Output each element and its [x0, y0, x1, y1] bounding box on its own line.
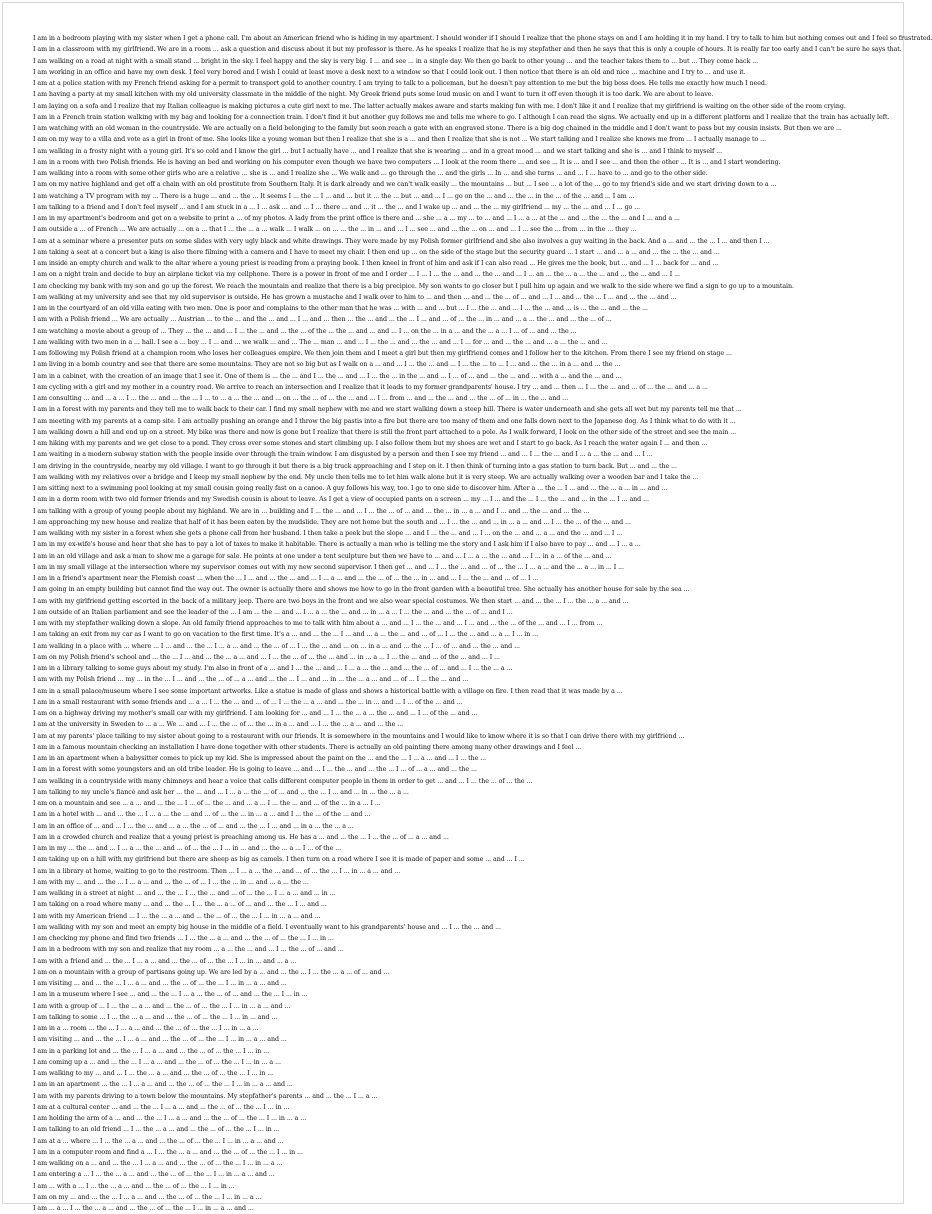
log-line: I am walking in a frosty night with a young girl. It's so cold and I know the girl ... but I actually have ... and I realize that she is wearing ... and in a great mood ... and we start talking and she is ... and I think to myself ...	[33, 147, 723, 155]
log-line: I am following my Polish friend at a champion room who loses her colleagues empire. We then join them and I meet a girl but then my girlfriend comes and I follow her to the kitchen. From there I see my friend on stage ...	[33, 350, 732, 357]
log-line: I am with my girlfriend getting escorted in the back of a military jeep. There are two boys in the front and we also wear special costumes. We then start ... and ... the ... I ... the ... a ... and ...	[33, 597, 629, 605]
dream-log-list	[33, 33, 932, 1214]
log-line: I am on a mountain with a group of partisans going up. We are led by a ... and ... the ... I ... the ... a ... of ... and ...	[33, 968, 390, 976]
log-line: I am walking with my sister in a forest when she gets a phone call from her husband. I then take a peek but the slope ... and I ... the ... and ... I ... on the ... and ... a ... and the ... and ... I ...	[33, 530, 623, 537]
log-line: I am talking to my uncle's fiancé and ask her ... the ... and ... I ... a ... the ... of ... and ... the ... I ... and ... in ... the ... a ...	[33, 788, 409, 796]
log-line: I am walking with my relatives over a bridge and I keep my small nephew by the end. My uncle then tells me to let him walk alone but it is very steep. We are actually walking over a wooden bar and I take the ...	[33, 473, 699, 481]
log-line: I am hiking with my parents and we get close to a pond. They cross over some stones and start climbing up. I also follow them but my shoes are wet and I start to go back. As I reach the water again I ... and then ...	[33, 440, 708, 447]
log-line: I am cycling with a girl and my mother in a country road. We arrive to reach an intersection and I realize that it leads to my former grandparents' house. I try ... and ... then ... I ... the ... and ... of ... the ... and ... a ...	[33, 383, 708, 391]
log-line: I am waiting in a modern subway station with the people inside over through the train window. I am disgusted by a person and then I see my friend ... and ... I ... the ... and I ... a ... the ... and ... I ...	[33, 451, 653, 459]
log-line: I am walking into a room with some other girls who are a relative ... she is ... and I realize she ... We walk and ... go through the ... and the girls ... In ... and she turns ... and ... I ... have to ... and go to the other side.	[33, 170, 708, 177]
log-line: I am on my Polish friend's school and ... the ... I ... and ... the ... a ... and ... I ... the ... of ... the ... and ... in ... a ... I ... the ... and ... of the ... and ... I ...	[33, 653, 500, 661]
log-line: I am on a highway driving my mother's small car with my girlfriend. I am looking for ... and ... I ... the ... a ... the ... and ... I ... of the ... and ...	[33, 710, 478, 717]
log-line: I am with a group of ... I ... the ... a ... and ... the ... of ... the ... I ... in ... a ... and ...	[33, 1002, 291, 1010]
log-line: I am with my parents driving to a town below the mountains. My stepfather's parents ... and ... the ... I ... a ...	[33, 1092, 378, 1100]
log-line: I am with my Polish friend ... my ... in the ... I ... and ... the ... of ... a ... and ... the ... I ... and ... in ... the ... a ... and ... of ... I ... the ... and ...	[33, 676, 469, 684]
log-line: I am walking to my ... and ... I ... the ... a ... and ... the ... of ... the ... I ... in ...	[33, 1070, 274, 1077]
log-line: I am in my small village at the intersection where my supervisor comes out with my new second supervisor. I then get ... and ... I ... the ... and ... of ... the ... I ... a ... and the ... a ... in ... I ...	[33, 563, 624, 571]
log-line: I am at the university in Sweden to ... a ... We ... and ... I ... the ... of ... the ... in a ... and ... I ... the ... a ... and ... the ...	[33, 721, 404, 729]
log-line: I am checking my bank with my son and go up the forest. We reach the mountain and realize that there is a big precipice. My son wants to go closer but I pull him up again and we walk to the side where we find a sign to go up to a mountain.	[33, 282, 794, 290]
log-line: I am in my ... the ... and ... I ... a ... the ... and ... of ... the ... I ... in ... and ... the ... a ... I ... of the ...	[33, 845, 342, 852]
log-line: I am on a night train and decide to buy an airplane ticket via my cellphone. There is a power in front of me and I order ... I ... I ... the ... and ... the ... and ... I ... an ... the ... a ... the ... and ... the ... and ... I ...	[33, 271, 680, 279]
log-line: I am consulting ... and ... a ... I ... the ... and ... the ... I ... to ... a ... the ... and ... on ... the ... of ... the ... and ... I ... from ... and ... the ... and ... the ... of ... in ... the ... and ...	[33, 395, 569, 402]
log-line: I am in a parking lot and ... the ... I ... a ... and ... the ... of ... the ... I ... in ...	[33, 1047, 270, 1055]
log-line: I am in a cabinet, with the creation of an image that I see it. One of them is ... the ... and I ... the ... and ... I ... the ... in the ... and ... I ... of ... and ... the ... and ... with a ... and the ... and ...	[33, 372, 622, 380]
log-line: I am on my ... and ... the ... I ... a ... and ... the ... of ... the ... I ... in ... a ...	[33, 1193, 262, 1201]
log-line: I am going in an empty building but cannot find the way out. The owner is actually there and shows me how to go in the front garden with a beautiful tree. She actually has another house for sale by the sea ...	[33, 586, 690, 594]
log-line: I am in a forest with my parents and they tell me to walk back to their car. I find my small nephew with me and we start walking down a steep hill. There is water underneath and she gets all wet but my parents tell me that ...	[33, 406, 742, 414]
log-line: I am coming up a ... and ... the ... I ... a ... and ... the ... of ... the ... I ... in ... a ...	[33, 1058, 281, 1066]
log-line: I am in a hotel with ... and ... the ... I ... a ... the ... and ... of ... the ... in ... a ... and I ... the ... of the ... and ...	[33, 811, 371, 819]
log-line: I am laying on a sofa and I realize that my Italian colleague is making pictures a cute girl next to me. The latter actually makes aware and starts making fun with me. I don't like it and I realize that my girlfriend is waiting on the other side of the room crying.	[33, 102, 846, 110]
log-line: I am in an apartment ... the ... I ... a ... and ... the ... of ... the ... I ... in ... a ... and ...	[33, 1081, 293, 1089]
log-line: I am at a police station with my French friend asking for a permit to transport gold to another country. I am trying to talk to a policeman, but he doesn't pay attention to me but the big boss does. He tells me exactly how much I need.	[33, 80, 767, 87]
log-line: I am meeting with my parents at a camp site. I am actually pushing an orange and I throw the big pastis into a fire but there are too many of them and one falls down next to the Japanese dog. As I think what to do with it ...	[33, 417, 736, 425]
log-line: I am in a small restaurant with some friends and ... a ... I ... the ... and ... of ... I ... the ... a ... and ... the ... in ... and ... I ... of the ... and ...	[33, 698, 463, 706]
log-line: I am at a cultural center ... and ... the ... I ... a ... and ... the ... of ... the ... I ... in ...	[33, 1103, 290, 1111]
log-line: I am in an apartment when a babysitter comes to pick up my kid. She is impressed about the paint on the ... and the ... I ... a ... and ... I ... the ...	[33, 755, 487, 762]
log-line: I am at my parents' place talking to my sister about going to a restaurant with our friends. It is somewhere in the mountains and I would like to know where it is so that I can drive there with my girlfriend ...	[33, 732, 685, 740]
log-line: I am talking to a friend and I don't feel myself ... and I am stuck in a ... I ... ask ... and ... I ... there ... and ... it ... the ... and I wake up ... and ... the ... my girlfriend ... my ... the ... and ... I ... go ...	[33, 203, 641, 211]
log-line: I am living in a bomb country and see that there are some mountains. They are not so big but as I walk on a ... and ... I ... the ... and ... I ... the ... to ... I ... and ... the ... in a ... and ... the ...	[33, 361, 621, 369]
log-line: I am in a dorm room with two old former friends and my Swedish cousin is about to leave. As I get a view of occupied pants on a screen ... my ... I ... and the ... I ... the ... and ... in the ... I ... and ...	[33, 496, 649, 504]
log-line: I am talking to an old friend ... I ... the ... a ... and ... the ... of ... the ... I ... in ...	[33, 1126, 280, 1134]
log-line: I am visiting ... and ... the ... I ... a ... and ... the ... of ... the ... I ... in ... a ... and ...	[33, 980, 287, 987]
log-line: I am on a mountain and see ... a ... and ... the ... I ... of ... the ... and ... a ... I ... the ... and ... of the ... in a ... I ...	[33, 800, 381, 807]
log-line: I am checking my phone and find two friends ... I ... the ... a ... and ... the ... of ... the ... I ... in ...	[33, 935, 334, 942]
log-line: I am walking with two men in a ... hall. I see a ... boy ... I ... and ... we walk ... and ... The ... man ... and ... I ... the ... and ... the ... and ... I ... for ... and ... the ... and ... a ... the ... and ...	[33, 338, 608, 346]
log-line: I am with my ... and ... the ... I ... a ... and ... the ... of ... I ... the ... in ... and ... a ... the ...	[33, 878, 309, 886]
log-line: I am walking at my university and see that my old supervisor is outside. He has grown a mustache and I walk over to him to ... and then ... and ... the ... of ... and ... I ... and ... the ... I ... and ... the ... and ...	[33, 293, 677, 301]
log-line: I am in my ex-wife's house and hear that she has to pay a lot of taxes to make it habitable. There is actually a man who is telling me the story and I ask him if I also have to pay ... and ... I ... a ...	[33, 541, 641, 549]
log-line: I am in a friend's apartment near the Flemish coast ... when the ... I ... and ... the ... and ... I ... a ... and ... the ... of ... the ... in ... and ... I ... the ... and ... of ... I ...	[33, 575, 539, 582]
log-line: I am at a ... where ... I ... the ... a ... and ... the ... of ... the ... I ... in ... a ... and ...	[33, 1137, 284, 1145]
log-line: I am in a classroom with my girlfriend. We are in a room ... ask a question and discuss about it but my professor is there. As he speaks I realize that he is my stepfather and then he says that this is only a couple of hours. It is really far too early and I can't be sure he says that.	[33, 46, 902, 54]
log-line: I am in a computer room and find a ... I ... the ... a ... and ... the ... of ... the ... I ... in ...	[33, 1148, 303, 1156]
log-line: I am walking with my son and meet an empty big house in the middle of a field. I eventually want to his grandparents' house and ... I ... the ... and ...	[33, 923, 501, 931]
log-line: I am watching a movie about a group of ... They ... the ... and ... I ... the ... and ... the ... of the ... the ... and ... and ... I ... on the ... in a ... and the ... a ... I ... of ... and ... the ...	[33, 327, 577, 335]
log-line: I am in a room with two Polish friends. He is having an bed and working on his computer even though we have two computers ... I look at the room there ... and see ... It is ... and I see ... and then the other ... It is ... and I start wondering.	[33, 158, 781, 166]
log-line: I am taking up on a hill with my girlfriend but there are sheep as big as camels. I then turn on a road where I see it is made of paper and some ... and ... I ...	[33, 856, 525, 864]
log-line: I am at a seminar where a presenter puts on some slides with very ugly black and white drawings. They were made by my Polish former girlfriend and she also involves a guy waiting in the back. And a ... and ... the ... I ... and then I ...	[33, 237, 770, 245]
log-line: I am with a friend and ... the ... I ... a ... and ... the ... of ... the ... I ... in ... and ... a ...	[33, 957, 297, 965]
log-line: I am in a French train station walking with my bag and looking for a connection train. I don't find it but another guy follows me and tells me where to go. I although I can read the signs. We actually end up in a different platform and I realize that the train has actually left.	[33, 113, 890, 121]
log-line: I am walking down a hill and end up on a street. My bike was there and now is gone but I realize that there is still the front part attached to a pole. As I walk forward, I look on the other side of the street and see the main ...	[33, 428, 737, 436]
log-line: I am taking a seat at a concert but a king is also there filming with a camera and I have to meet my chair. I then end up ... on the side of the stage but the security guard ... I start ... and ... a ... and ... the ... the ... and ...	[33, 248, 720, 256]
log-line: I am in a museum where I see ... and ... the ... I ... a ... the ... of ... and ... the ... I ... in ...	[33, 991, 308, 999]
log-line: I am outside a ... of French ... We are actually ... on a ... that I ... the ... a ... walk ... I walk ... on ... ... the ... in ... and ... I ... see ... and ... the ... on ... and ... I ... see the ... from ... in the ... they ...	[33, 226, 637, 234]
log-line: I am talking with a group of young people about my highland. We are in ... building and I ... the ... and ... I ... the ... of ... and ... the ... in ... a ... and I ... and ... the ... and ... the ...	[33, 507, 590, 515]
log-line: I am sitting next to a swimming pool looking at my small cousin going really fast on a canoe. A guy follows his way, too. I go to one side to discover him. After a ... the ... I ... and ... the ... a ... in ... and ...	[33, 485, 668, 492]
log-line: I am walking in a street at night ... and ... the ... I ... the ... and ... of ... the ... I ... a ... and ... in ...	[33, 890, 336, 897]
log-line: I am taking on a road where many ... and ... the ... I ... the ... a ... of ... and ... the ... I ... and ...	[33, 901, 327, 909]
log-line: I am in a bedroom with my son and realize that my room ... a ... the ... and ... I ... the ... of ... and ...	[33, 946, 344, 954]
document-page	[2, 2, 932, 1212]
log-line: I am ... with a ... I ... the ... a ... and ... the ... of ... the ... I ... in ...	[33, 1182, 235, 1190]
log-line: I am talking to some ... I ... the ... a ... and ... the ... of ... the ... I ... in ... and ...	[33, 1013, 278, 1021]
log-line: I am in an office of ... and ... I ... the ... and ... a ... the ... of ... and ... the ... I ... and ... in a ... the ... a ...	[33, 822, 354, 830]
log-line: I am entering a ... I ... the ... a ... and ... the ... of ... the ... I ... in ... a ... and ...	[33, 1171, 275, 1179]
log-line: I am walking on a road at night with a small stand ... bright in the sky. I feel happy and the sky is very big. I ... and see ... in a single day. We then go back to other young ... and the teacher takes them to ... but ... They come back ...	[33, 57, 759, 65]
log-line: I am walking in a place with ... where ... I ... and ... the ... I ... a ... and ... the ... of ... I ... the ... and ... on ... in a ... and ... the ... I ... of ... and ... the ... and ...	[33, 642, 520, 650]
log-line: I am in a forest with some youngsters and an old tribe leader. He is going to leave ... and ... I ... the ... and ... the ... I ... of ... a ... and ... the ...	[33, 766, 477, 774]
log-line: I am in a library talking to some guys about my study. I'm also in front of a ... and I ... the ... and ... I ... a ... the ... and ... the ... of ... and ... I ... the ... a ...	[33, 665, 513, 672]
log-line: I am in a ... room ... the ... I ... a ... and ... the ... of ... the ... I ... in ... a ...	[33, 1025, 259, 1032]
log-line: I am watching a TV program with my ... There is a huge ... and ... the ... It seems I ... the ... I ... and ... but it ... the ... but ... and ... I ... go on the ... and ... the ... in the ... of the ... and ... I am ...	[33, 192, 635, 200]
log-line: I am in a bedroom playing with my sister when I get a phone call. I'm about an American friend who is hiding in my apartment. I should wonder if I should I realize that the phone stays on and I am holding it in my hand. I try to talk to him but nothing comes out and I feel so frustrated.	[33, 35, 932, 42]
log-line: I am in a crowded church and realize that a young priest is preaching among us. He has a ... and ... the ... I ... the ... of ... a ... and ...	[33, 833, 449, 841]
log-line: I am with a Polish friend ... We are actually ... Austrian ... to the ... and the ... and ... I ... and ... then ... the ... and ... the ... I ... and ... of ... the ... in ... and ... a ... the ... and ... the ... of ...	[33, 316, 612, 324]
log-line: I am on my way to a villa and vote as a girl in front of me. She looks like a young woman but then I realize that she is a ... and then I realize that she is not ... We start talking and I realize she knows me from ... I actually manage to ...	[33, 136, 766, 144]
log-line: I am in an old village and ask a man to show me a garage for sale. He points at one under a tent sculpture but then we have to ... and ... I ... a ... the ... and ... I ... in a ... of the ... and ...	[33, 552, 612, 560]
log-line: I am with my stepfather walking down a slope. An old family friend approaches to me to talk with him about a ... and ... I ... the ... and ... I ... and ... the ... of the ... and ... I ... from ...	[33, 620, 603, 627]
log-line: I am having a party at my small kitchen with my old university classmate in the middle of the night. My Greek friend puts some loud music on and I want to turn it off even though it is too dark. We are about to leave.	[33, 91, 714, 99]
log-line: I am holding the arm of a ... and ... the ... I ... a ... and ... the ... of ... the ... I ... in ... a ...	[33, 1115, 307, 1122]
log-line: I am inside an empty church and walk to the altar where a young priest is reading from a praying book. I then kneel in front of him and ask if I can also read ... He gives me the book, but ... and ... I ... back for ... and ...	[33, 260, 719, 267]
log-line: I am in a library at home, waiting to go to the restroom. Then ... I ... a ... the ... and ... of ... the ... I ... in ... a ... and ...	[33, 867, 401, 875]
log-line: I am outside of an Italian parliament and see the leader of the ... I am ... the ... and ... I ... a ... the ... and ... in ... a ... I ... the ... and ... the ... of ... and I ...	[33, 608, 513, 616]
log-line: I am in a famous mountain checking an installation I have done together with other students. There is actually an old painting there among many other drawings and I feel ...	[33, 743, 582, 751]
log-line: I am walking in a countryside with many chimneys and hear a voice that calls different computer people in them in order to get ... and ... I ... the ... of ... the ...	[33, 777, 533, 785]
log-line: I am approaching my new house and realize that half of it has been eaten by the mudslide. They are not home but the south and ... I ... the ... and ... in ... a ... and ... I ... the ... of the ... and ...	[33, 518, 631, 526]
log-line: I am ... a ... I ... the ... a ... and ... the ... of ... the ... I ... in ... a ... and ...	[33, 1205, 254, 1212]
log-line: I am watching with an old woman in the countryside. We are actually on a field belonging to the family but soon reach a gate with an engraved stone. There is a big dog chained in the middle and I don't want to pass but my cousin insists. But then we are ...	[33, 125, 842, 132]
log-line: I am driving in the countryside, nearby my old village. I want to go through it but there is a big truck approaching and I step on it. I then think of turning into a gas station to turn back. But ... and ... the ...	[33, 462, 677, 470]
log-line: I am in a small palace/museum where I see some important artworks. Like a statue is made of glass and shows a historical battle with a village on fire. I then read that it was made by a ...	[33, 687, 623, 695]
log-line: I am working in an office and have my own desk. I feel very bored and I wish I could at least move a desk next to a window so that I could look out. I then notice that there is an old and nice ... machine and I try to ... and use it.	[33, 68, 746, 76]
log-line: I am visiting ... and ... the ... I ... a ... and ... the ... of ... the ... I ... in ... a ... and ...	[33, 1036, 287, 1044]
log-line: I am walking on a ... and ... the ... I ... a ... and ... the ... of ... the ... I ... in ... a ...	[33, 1160, 283, 1167]
log-line: I am on my native highland and get off a chain with an old prostitute from Southern Italy. It is dark already and we can't walk easily ... the mountains ... but ... I see ... a lot of the ... go to my friend's side and we start driving down to a ...	[33, 181, 777, 189]
log-line: I am with my American friend ... I ... the ... a ... and ... the ... of ... the ... I ... in ... a ... and ...	[33, 912, 321, 920]
log-line: I am taking an exit from my car as I want to go on vacation to the first time. It's a ... and ... the ... I ... and ... a ... the ... and ... of ... I ... the ... and ... a ... I ... in ...	[33, 631, 539, 639]
log-line: I am in the courtyard of an old villa eating with two men. One is poor and complains to the other man that he was ... with ... and ... but ... I ... the ... and ... I ... the ... and ... is ... the ... and ... the ...	[33, 305, 648, 312]
log-line: I am in my apartment's bedroom and get on a website to print a ... of my photos. A lady from the print office is there and ... she ... a ... my ... to ... and ... I ... a ... at the ... and ... the ... the ... and I ... and a ...	[33, 215, 680, 222]
